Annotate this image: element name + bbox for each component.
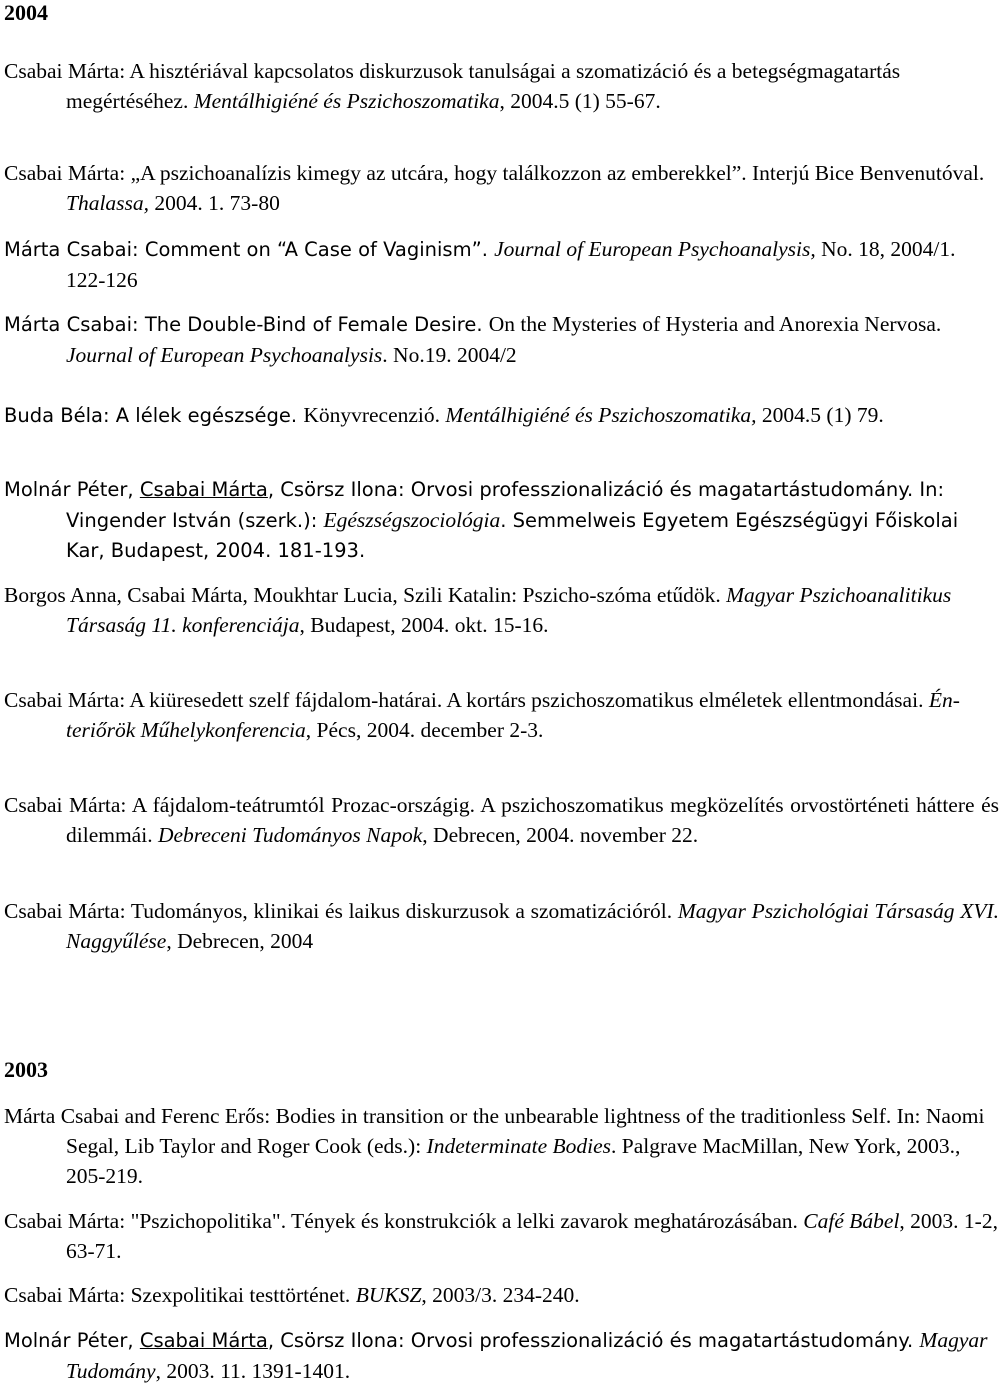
- publication-entry: [4, 896, 999, 956]
- entry-text: , Pécs, 2004. december 2-3.: [305, 718, 544, 742]
- publication-entry: [4, 1206, 999, 1266]
- publication-entry: [4, 234, 999, 296]
- publication-entry: [4, 56, 999, 116]
- publication-entry: [4, 580, 999, 640]
- entry-text: Márta Csabai: Comment on “A Case of Vaginism”.: [4, 238, 495, 261]
- entry-text: Molnár Péter,: [4, 478, 140, 501]
- entry-text: , Budapest, 2004. okt. 15-16.: [299, 613, 549, 637]
- publication-entry: [4, 309, 999, 371]
- entry-text: Csabai Márta: Szexpolitikai testtörténet.: [4, 1283, 356, 1307]
- entry-text: 2004. 1. 73-80: [149, 191, 280, 215]
- journal-title: Journal of European Psychoanalysis,: [494, 237, 816, 261]
- entry-text: Molnár Péter,: [4, 1329, 140, 1352]
- journal-title: Magyar Tudomány: [66, 1328, 988, 1383]
- publication-entry: [4, 790, 999, 850]
- entry-text: . Semmelweis Egyetem Egészségügyi Főiskolai Kar, Budapest, 2004. 181-193.: [66, 509, 959, 562]
- publication-entry: [4, 685, 999, 745]
- entry-text: Könyvrecenzió.: [303, 403, 446, 427]
- journal-title: BUKSZ: [355, 1283, 422, 1307]
- entry-text: , 2003. 1-2, 63-71.: [66, 1209, 998, 1263]
- entry-text: Márta Csabai: The Double-Bind of Female Desire.: [4, 313, 489, 336]
- publication-entry: [4, 1280, 999, 1310]
- highlighted-author: Csabai Márta: [139, 478, 268, 501]
- entry-text: No. 18, 2004/1. 122-126: [66, 237, 956, 292]
- entry-text: Csabai Márta: "Pszichopolitika". Tények és konstrukciók a lelki zavarok meghatározásában.: [4, 1209, 804, 1233]
- entry-text: , Csörsz Ilona: Orvosi professzionalizáció és magatartástudomány.: [267, 1329, 920, 1352]
- entry-text: , 2003. 11. 1391-1401.: [155, 1359, 351, 1383]
- publication-entry: [4, 475, 999, 566]
- event-title: Magyar Pszichoanalitikus Társaság 11. konferenciája: [66, 583, 952, 637]
- entry-text: Csabai Márta: A hisztériával kapcsolatos diskurzusok tanulságai a szomatizáció és a betegségmagatartás megértéséhez.: [4, 59, 901, 113]
- journal-title: Mentálhigiéné és Pszichoszomatika,: [445, 403, 757, 427]
- event-title: Debreceni Tudományos Napok: [157, 823, 423, 847]
- entry-text: Csabai Márta: A fájdalom-teátrumtól Prozac-országig. A pszichoszomatikus megközelítés orvostörténeti háttere és dilemmái.: [4, 793, 999, 847]
- event-title: Én-teriőrök Műhelykonferencia: [66, 688, 960, 742]
- event-title: Magyar Pszichológiai Társaság XVI. Naggyűlése: [66, 899, 999, 953]
- highlighted-author: Csabai Márta: [139, 1329, 268, 1352]
- year-heading-2004: 2004: [4, 0, 48, 25]
- entry-text: Borgos Anna, Csabai Márta, Moukhtar Lucia, Szili Katalin: Pszicho-szóma etűdök.: [4, 583, 727, 607]
- entry-text: Csabai Márta: A kiüresedett szelf fájdalom-határai. A kortárs pszichoszomatikus elméletek ellentmondásai.: [4, 688, 929, 712]
- entry-text: Csabai Márta: Tudományos, klinikai és laikus diskurzusok a szomatizációról.: [4, 899, 678, 923]
- book-title: Indeterminate Bodies: [426, 1134, 612, 1158]
- entry-text: , Debrecen, 2004: [166, 929, 314, 953]
- entry-text: Buda Béla: A lélek egészsége.: [4, 404, 304, 427]
- entry-text: , 2004.5 (1) 55-67.: [499, 89, 661, 113]
- journal-title: Mentálhigiéné és Pszichoszomatika: [193, 89, 500, 113]
- journal-title: Thalassa,: [66, 191, 150, 215]
- entry-text: . Palgrave MacMillan, New York, 2003., 205-219.: [66, 1134, 961, 1188]
- year-heading-2003: 2003: [4, 1057, 48, 1082]
- journal-title: Café Bábel: [803, 1209, 900, 1233]
- entry-text: , Csörsz Ilona: Orvosi professzionalizáció és magatartástudomány. In: Vingender István (szerk.):: [66, 478, 945, 532]
- publication-entry: [4, 400, 999, 431]
- journal-title: Journal of European Psychoanalysis: [66, 343, 383, 367]
- entry-text: , 2003/3. 234-240.: [421, 1283, 580, 1307]
- entry-text: , Debrecen, 2004. november 22.: [422, 823, 699, 847]
- book-title: Egészségszociológia: [323, 508, 501, 532]
- entry-subtitle: On the Mysteries of Hysteria and Anorexia Nervosa.: [488, 312, 942, 336]
- publication-entry: [4, 158, 999, 218]
- publication-entry: [4, 1325, 999, 1387]
- entry-text: 2004.5 (1) 79.: [756, 403, 884, 427]
- entry-text: Csabai Márta: „A pszichoanalízis kimegy az utcára, hogy találkozzon az emberekkel”. Interjú Bice Benvenutóval.: [4, 161, 985, 185]
- publication-entry: [4, 1101, 999, 1191]
- entry-text: . No.19. 2004/2: [382, 343, 517, 367]
- entry-text: Márta Csabai and Ferenc Erős: Bodies in transition or the unbearable lightness of the traditionless Self. In: Naomi Segal, Lib Taylor and Roger Cook (eds.):: [4, 1104, 985, 1158]
